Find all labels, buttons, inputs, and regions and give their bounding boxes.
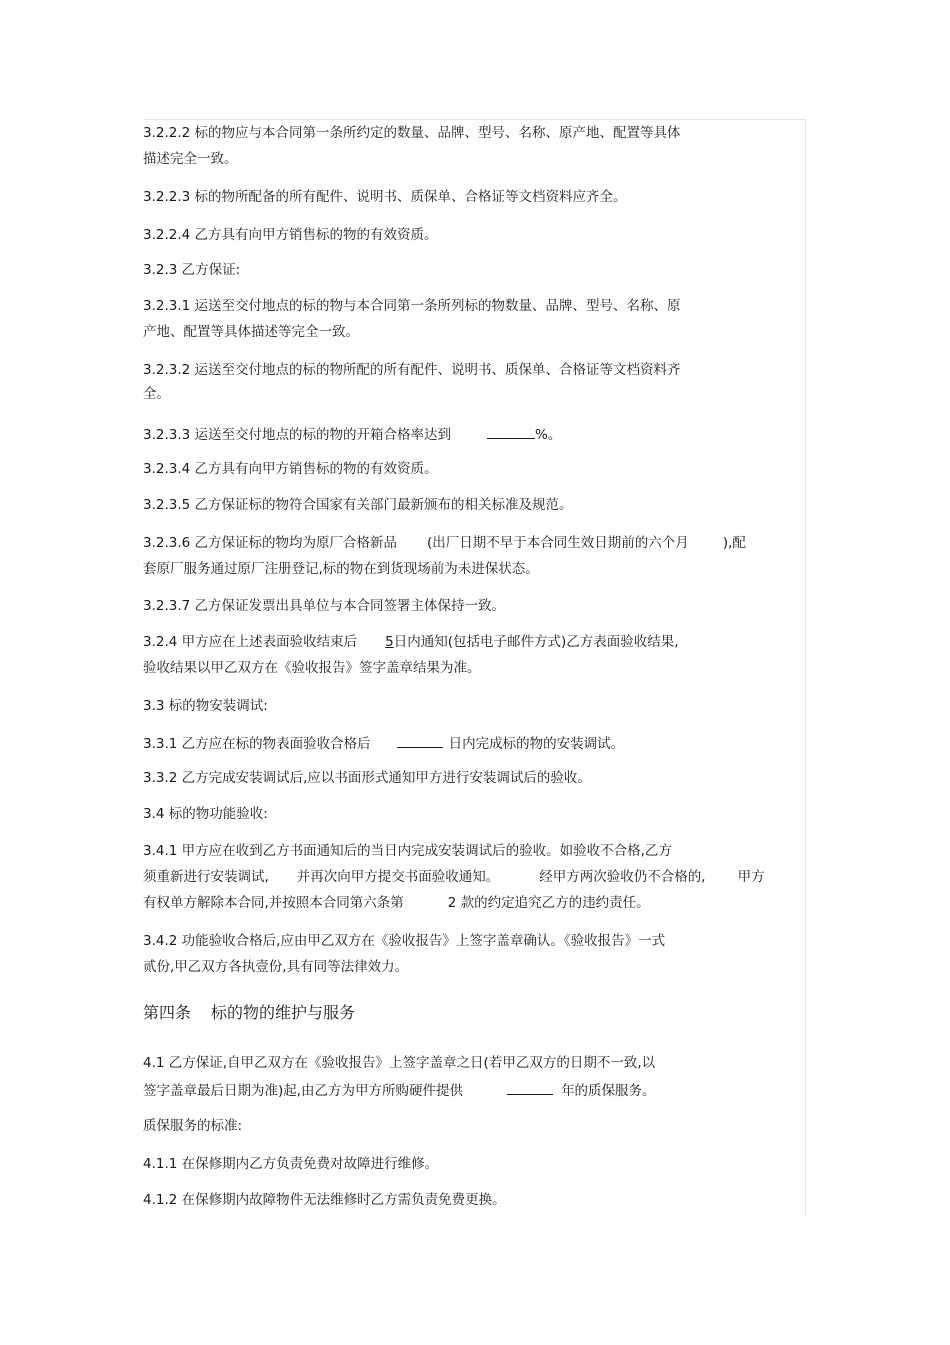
clause-3-4-1-line2 (143, 869, 765, 885)
clause-text: 年的质保服务。 (561, 1083, 656, 1099)
clause-3-2-3-5: 3.2.3.5 乙方保证标的物符合国家有关部门最新颁布的相关标准及规范。 (143, 497, 573, 513)
section-title: 标的物的维护与服务 (211, 1003, 356, 1022)
clause-text: 有权单方解除本合同,并按照本合同第六条第 (143, 895, 404, 911)
blank-underline (487, 425, 535, 439)
clause-3-2-3-6-line2: 套原厂服务通过原厂注册登记,标的物在到货现场前为未进保状态。 (143, 561, 539, 577)
clause-3-2-3-4: 3.2.3.4 乙方具有向甲方销售标的物的有效资质。 (143, 461, 438, 477)
clause-text: ),配 (722, 535, 746, 551)
clause-text: 3.2.3.3 运送至交付地点的标的物的开箱合格率达到 (143, 427, 452, 443)
clause-text: 日内通知(包括电子邮件方式)乙方表面验收结果, (393, 634, 679, 650)
clause-text: 甲方 (737, 869, 765, 885)
clause-3-3-1 (143, 734, 624, 752)
section-heading (143, 1003, 355, 1023)
section-number: 第四条 (143, 1003, 192, 1022)
clause-3-2-3-2-line1: 3.2.3.2 运送至交付地点的标的物所配的所有配件、说明书、质保单、合格证等文档资料齐 (143, 362, 681, 378)
clause-3-2-3-6-line1 (143, 535, 746, 551)
clause-3-2-3-7: 3.2.3.7 乙方保证发票出具单位与本合同签署主体保持一致。 (143, 598, 506, 614)
clause-3-3-2: 3.3.2 乙方完成安装调试后,应以书面形式通知甲方进行安装调试后的验收。 (143, 770, 591, 786)
clause-4-1-1: 4.1.1 在保修期内乙方负责免费对故障进行维修。 (143, 1156, 439, 1172)
clause-4-1-line2 (143, 1081, 656, 1099)
clause-text: 3.2.3.6 乙方保证标的物均为原厂合格新品 (143, 535, 398, 551)
clause-3-2-4-line1 (143, 634, 679, 650)
blank-underline (507, 1081, 553, 1095)
clause-3-4-2-line2: 贰份,甲乙双方各执壹份,具有同等法律效力。 (143, 959, 409, 975)
clause-text: 2 款的约定追究乙方的违约责任。 (447, 895, 650, 911)
clause-3-2-2-2-line1: 3.2.2.2 标的物应与本合同第一条所约定的数量、品牌、型号、名称、原产地、配置等具体 (143, 125, 681, 141)
clause-3-2-2-3: 3.2.2.3 标的物所配备的所有配件、说明书、质保单、合格证等文档资料应齐全。 (143, 189, 627, 205)
clause-3-2-3-1-line1: 3.2.3.1 运送至交付地点的标的物与本合同第一条所列标的物数量、品牌、型号、名称、原 (143, 298, 681, 314)
filled-number: 5 (385, 634, 394, 650)
clause-text: 签字盖章最后日期为准)起,由乙方为甲方所购硬件提供 (143, 1083, 464, 1099)
clause-3-2-3-2-line2: 全。 (143, 386, 170, 402)
clause-text: 经甲方两次验收仍不合格的, (539, 869, 706, 885)
blank-underline (397, 734, 443, 748)
clause-3-2-3: 3.2.3 乙方保证: (143, 262, 241, 278)
clause-3-4-1-line3 (143, 895, 650, 911)
clause-3-4-2-line1: 3.4.2 功能验收合格后,应由甲乙双方在《验收报告》上签字盖章确认。《验收报告》一式 (143, 933, 666, 949)
clause-text: %。 (535, 427, 562, 443)
clause-3-2-4-line2: 验收结果以甲乙双方在《验收报告》签字盖章结果为准。 (143, 660, 481, 676)
clause-4-1-2: 4.1.2 在保修期内故障物件无法维修时乙方需负责免费更换。 (143, 1192, 506, 1208)
clause-3-2-2-2-line2: 描述完全一致。 (143, 151, 238, 167)
clause-text: 3.3.1 乙方应在标的物表面验收合格后 (143, 736, 371, 752)
clause-text: (出厂日期不早于本合同生效日期前的六个月 (427, 535, 689, 551)
clause-3-2-3-3 (143, 425, 561, 443)
clause-3-3: 3.3 标的物安装调试: (143, 698, 268, 714)
warranty-standard-label: 质保服务的标准: (143, 1118, 243, 1134)
clause-3-2-2-4: 3.2.2.4 乙方具有向甲方销售标的物的有效资质。 (143, 227, 438, 243)
clause-text: 并再次向甲方提交书面验收通知。 (296, 869, 500, 885)
clause-3-2-3-1-line2: 产地、配置等具体描述等完全一致。 (143, 324, 359, 340)
clause-text: 日内完成标的物的安装调试。 (448, 736, 625, 752)
clause-3-4-1-line1: 3.4.1 甲方应在收到乙方书面通知后的当日内完成安装调试后的验收。如验收不合格,乙方 (143, 843, 672, 859)
clause-4-1-line1: 4.1 乙方保证,自甲乙双方在《验收报告》上签字盖章之日(若甲乙双方的日期不一致,以 (143, 1055, 656, 1071)
clause-3-4: 3.4 标的物功能验收: (143, 806, 268, 822)
clause-text: 须重新进行安装调试, (143, 869, 269, 885)
clause-text: 3.2.4 甲方应在上述表面验收结束后 (143, 634, 358, 650)
